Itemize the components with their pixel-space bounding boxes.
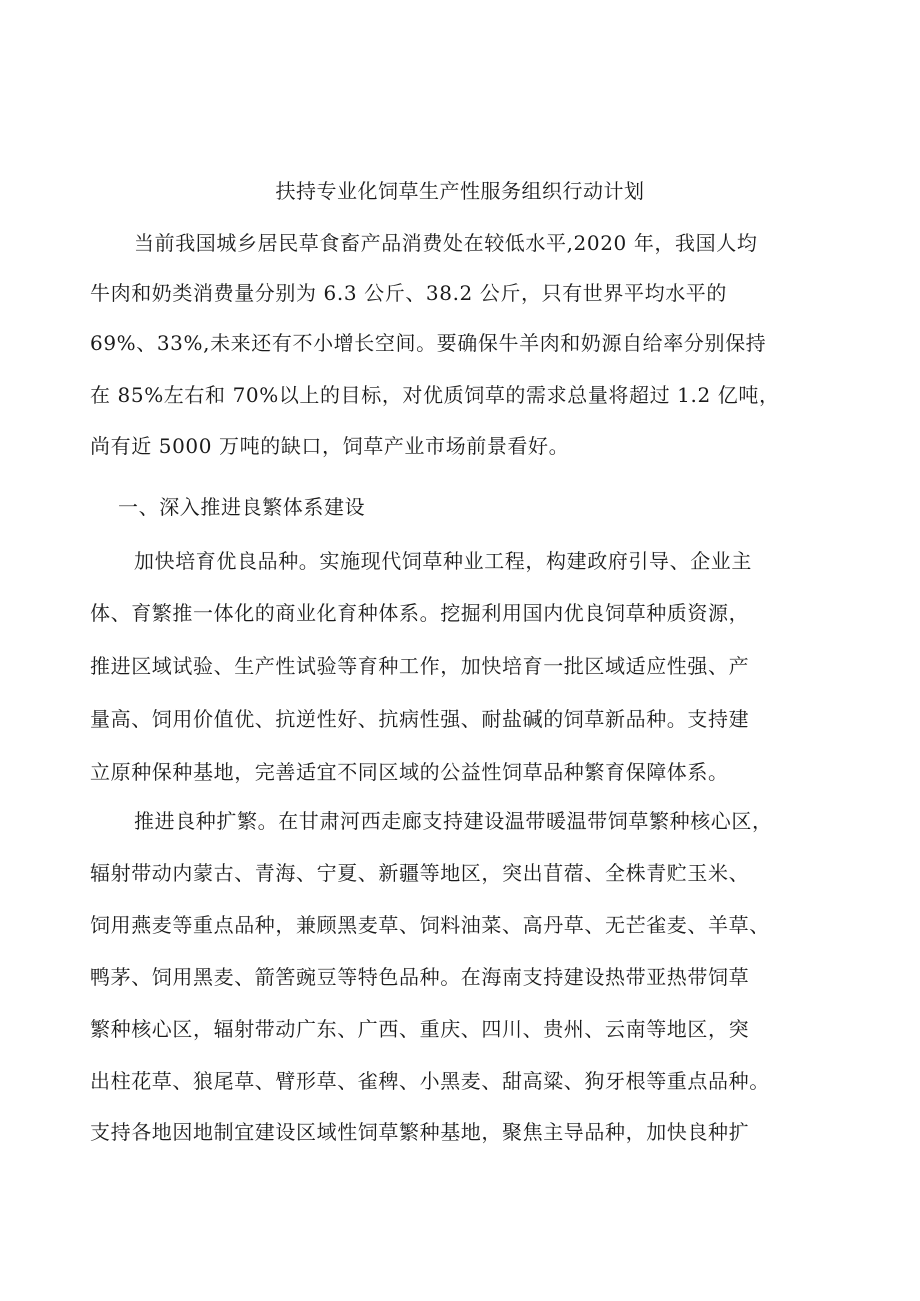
paragraph-3-line-1: 推进良种扩繁。在甘肃河西走廊支持建设温带暖温带饲草繁种核心区， — [134, 809, 773, 833]
paragraph-2-line-3: 推进区域试验、生产性试验等育种工作，加快培育一批区域适应性强、产 — [90, 654, 750, 678]
document-title: 扶持专业化饲草生产性服务组织行动计划 — [275, 179, 645, 203]
paragraph-1-line-1: 当前我国城乡居民草食畜产品消费处在较低水平,2020 年，我国人均 — [134, 231, 758, 255]
paragraph-1-line-3: 69%、33%,未来还有不小增长空间。要确保牛羊肉和奶源自给率分别保持 — [90, 331, 767, 355]
paragraph-1-line-2: 牛肉和奶类消费量分别为 6.3 公斤、38.2 公斤，只有世界平均水平的 — [90, 281, 728, 305]
paragraph-3-line-7: 支持各地因地制宜建设区域性饲草繁种基地，聚焦主导品种，加快良种扩 — [90, 1120, 750, 1144]
paragraph-3-line-3: 饲用燕麦等重点品种，兼顾黑麦草、饲料油菜、高丹草、无芒雀麦、羊草、 — [90, 913, 770, 937]
paragraph-1-line-5: 尚有近 5000 万吨的缺口，饲草产业市场前景看好。 — [90, 434, 570, 458]
paragraph-2-line-5: 立原种保种基地，完善适宜不同区域的公益性饲草品种繁育保障体系。 — [90, 760, 729, 784]
paragraph-3-line-2: 辐射带动内蒙古、青海、宁夏、新疆等地区，突出苜蓿、全株青贮玉米、 — [90, 861, 750, 885]
paragraph-1-line-4: 在 85%左右和 70%以上的目标，对优质饲草的需求总量将超过 1.2 亿吨， — [90, 383, 780, 407]
paragraph-2-line-4: 量高、饲用价值优、抗逆性好、抗病性强、耐盐碱的饲草新品种。支持建 — [90, 707, 750, 731]
paragraph-2-line-1: 加快培育优良品种。实施现代饲草种业工程，构建政府引导、企业主 — [134, 549, 752, 573]
paragraph-2-line-2: 体、育繁推一体化的商业化育种体系。挖掘利用国内优良饲草种质资源， — [90, 601, 750, 625]
paragraph-3-line-5: 繁种核心区，辐射带动广东、广西、重庆、四川、贵州、云南等地区，突 — [90, 1017, 750, 1041]
paragraph-3-line-6: 出柱花草、狼尾草、臂形草、雀稗、小黑麦、甜高粱、狗牙根等重点品种。 — [90, 1069, 770, 1093]
section-heading: 一、深入推进良繁体系建设 — [118, 495, 366, 519]
paragraph-3-line-4: 鸭茅、饲用黑麦、箭筈豌豆等特色品种。在海南支持建设热带亚热带饲草 — [90, 965, 750, 989]
